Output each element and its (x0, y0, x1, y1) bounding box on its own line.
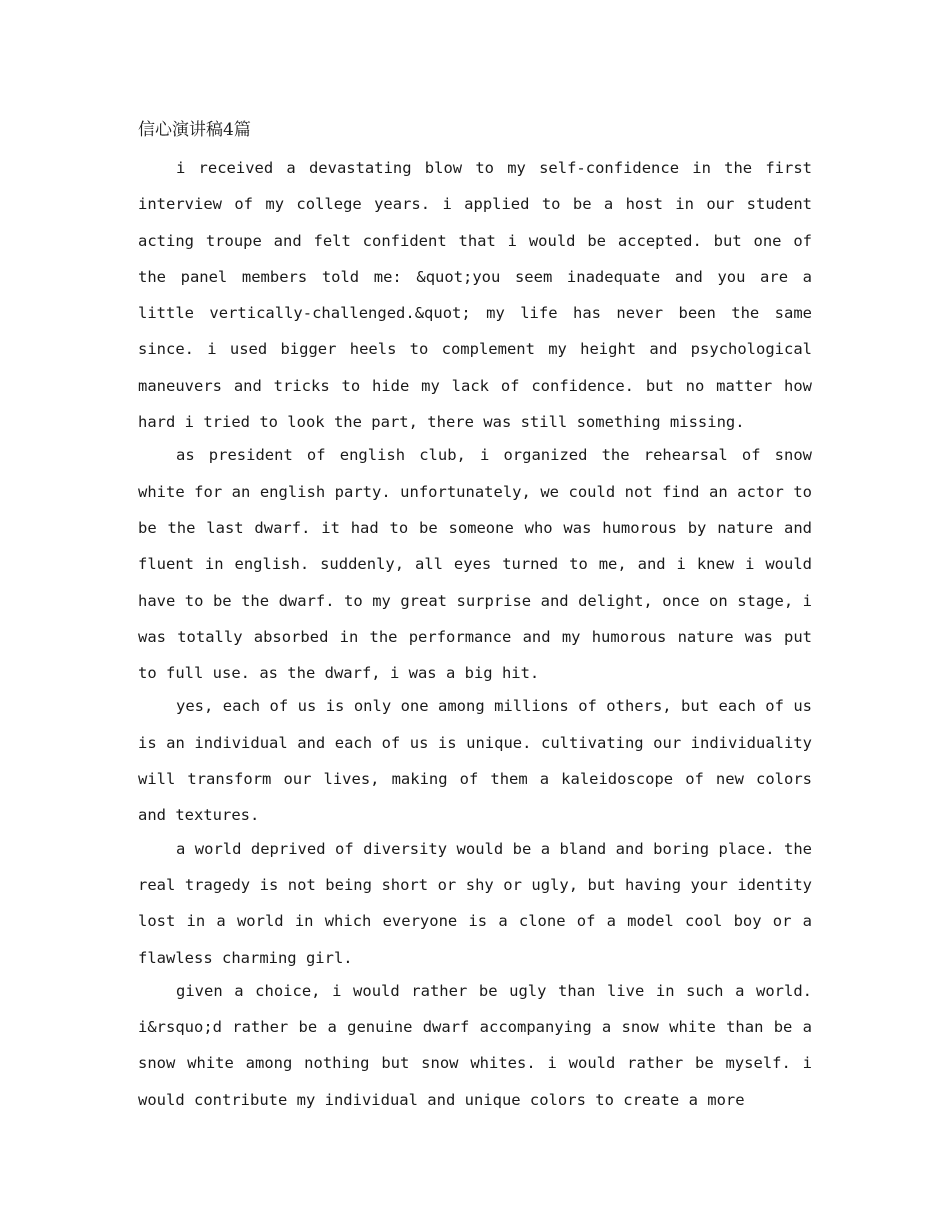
paragraph-2: as president of english club, i organized the rehearsal of snow white for an english party. unfortunately, we could not find an actor to be the last dwarf. it had to be someone who was humorous by nature and fluent in english. suddenly, all eyes turned to me, and i knew i would have to be the dwarf. to my great surprise and delight, once on stage, i was totally absorbed in the performance and my humorous nature was put to full use. as the dwarf, i was a big hit. (138, 446, 812, 683)
paragraph-4: a world deprived of diversity would be a bland and boring place. the real tragedy is not being short or shy or ugly, but having your identity lost in a world in which everyone is a clone of a model cool boy or a flawless charming girl. (138, 839, 812, 967)
paragraph-3: yes, each of us is only one among millions of others, but each of us is an individual and each of us is unique. cultivating our individuality will transform our lives, making of them a kaleidoscope of new colors and textures. (138, 697, 812, 825)
document-body (138, 116, 812, 1115)
paragraph-1: i received a devastating blow to my self-confidence in the first interview of my college years. i applied to be a host in our student acting troupe and felt confident that i would be accepted. but one of the panel members told me: &quot;you seem inadequate and you are a little vertically-challenged.&quot; my life has never been the same since. i used bigger heels to complement my height and psychological maneuvers and tricks to hide my lack of confidence. but no matter how hard i tried to look the part, there was still something missing. (138, 159, 812, 432)
document-title: 信心演讲稿4篇 (138, 120, 251, 140)
paragraph-5: given a choice, i would rather be ugly than live in such a world. i&rsquo;d rather be a genuine dwarf accompanying a snow white than be a snow white among nothing but snow whites. i would rather be myself. i would contribute my individual and unique colors to create a more (138, 981, 812, 1109)
